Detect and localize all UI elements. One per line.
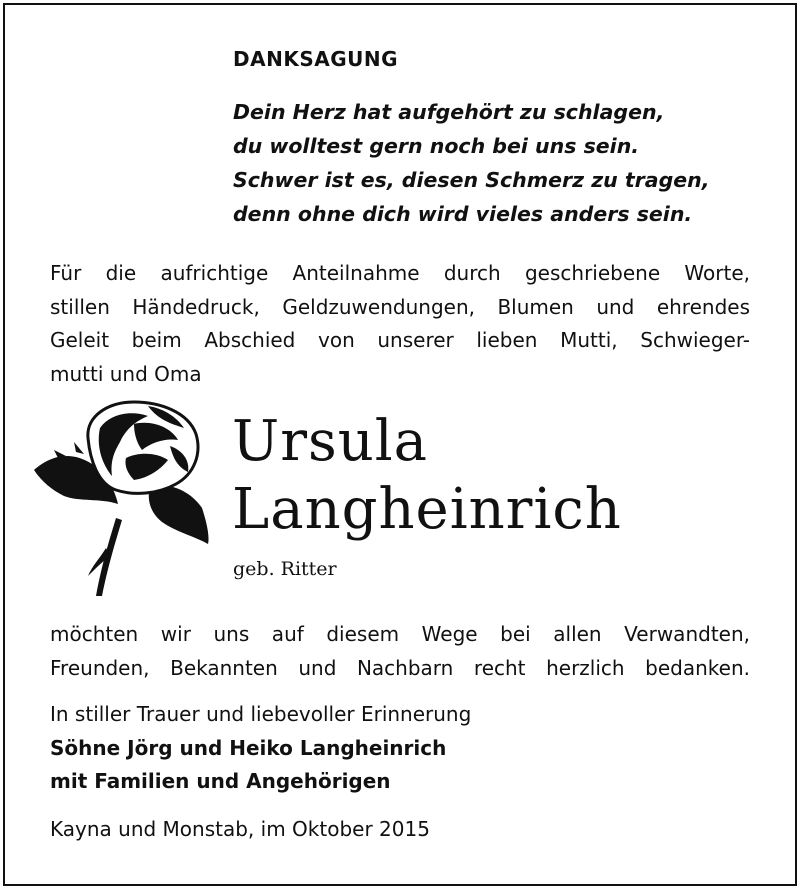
poem-line: Schwer ist es, diesen Schmerz zu tragen,	[233, 168, 710, 192]
thanks-intro	[50, 257, 750, 391]
signature-line: Söhne Jörg und Heiko Langheinrich	[50, 735, 447, 760]
signature-line: mit Familien und Angehörigen	[50, 769, 391, 793]
place-date-text: Kayna und Monstab, im Oktober 2015	[50, 817, 430, 841]
thanks-closing-line: möchten wir uns auf diesem Wege bei allen Verwandten,	[50, 622, 750, 646]
place-date	[50, 813, 750, 847]
deceased-last-name: Langheinrich	[232, 477, 622, 542]
poem-line: Dein Herz hat aufgehört zu schlagen,	[233, 100, 665, 124]
deceased-first-name: Ursula	[232, 409, 429, 474]
thanks-intro-line: Geleit beim Abschied von unserer lieben Mutti, Schwieger-	[50, 328, 750, 352]
thanks-intro-line: stillen Händedruck, Geldzuwendungen, Blumen und ehrendes	[50, 294, 750, 319]
birth-name: geb. Ritter	[233, 558, 337, 580]
signature	[50, 698, 750, 799]
poem-line: du wolltest gern noch bei uns sein.	[233, 134, 640, 158]
thanks-closing	[50, 618, 750, 685]
notice-heading: DANKSAGUNG	[233, 47, 399, 71]
poem	[233, 95, 753, 231]
thanks-intro-line: Für die aufrichtige Anteilnahme durch geschriebene Worte,	[50, 261, 750, 285]
poem-line: denn ohne dich wird vieles anders sein.	[233, 202, 693, 226]
signature-intro: In stiller Trauer und liebevoller Erinnerung	[50, 702, 472, 726]
rose-icon	[30, 398, 220, 598]
thanks-intro-line: mutti und Oma	[50, 361, 202, 386]
thanks-closing-line: Freunden, Bekannten und Nachbarn recht herzlich bedanken.	[50, 655, 750, 680]
